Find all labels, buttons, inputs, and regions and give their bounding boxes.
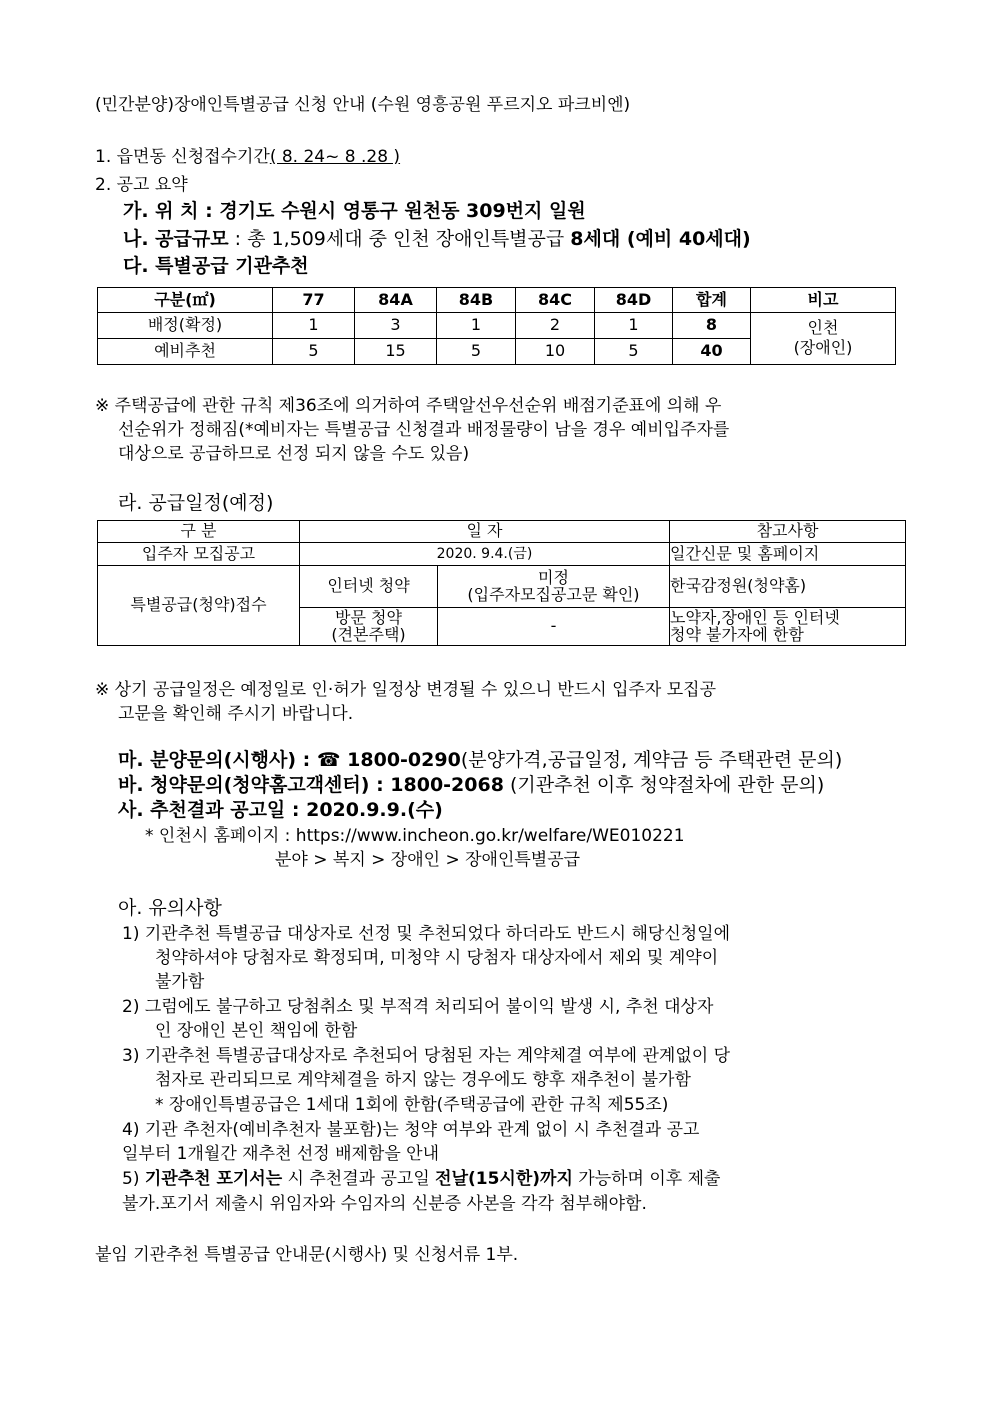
row-reference xyxy=(670,608,906,646)
header-category: 구 분 xyxy=(98,521,300,543)
row-date-line-1: 미정 xyxy=(538,567,569,587)
caution-3-line-1: 3) 기관추천 특별공급대상자로 추천되어 당첨된 자는 계약체결 여부에 관계없이 당 xyxy=(122,1046,731,1066)
remark-line-2: (장애인) xyxy=(793,338,853,357)
note-1-line-1: ※ 주택공급에 관한 규칙 제36조에 의거하여 주택알선우선순위 배점기준표에 의해 우 xyxy=(95,396,722,416)
subscription-inquiry-detail: (기관추천 이후 청약절차에 관한 문의) xyxy=(503,774,825,796)
subscription-inquiry-label: 바. 청약문의(청약홈고객센터) : xyxy=(118,774,391,796)
cell-value: 1 xyxy=(273,313,355,339)
caution-5-line-2: 불가.포기서 제출시 위임자와 수임자의 신분증 사본을 각각 첨부해야함. xyxy=(122,1194,647,1214)
row-sub-line-1: 방문 청약 xyxy=(335,607,402,627)
row-ref-line-2: 청약 불가자에 한함 xyxy=(670,624,804,644)
announcement-date-label: 사. 추천결과 공고일 : xyxy=(118,799,307,821)
header-category: 구분(㎡) xyxy=(98,288,273,313)
doc-title: (민간분양)장애인특별공급 신청 안내 (수원 영흥공원 푸르지오 파크비엔) xyxy=(95,95,631,115)
header-remark: 비고 xyxy=(751,288,896,313)
item-2: 2. 공고 요약 xyxy=(95,175,188,195)
caution-5-bold-2: 전날(15시한)까지 xyxy=(435,1169,573,1189)
header-total: 합계 xyxy=(673,288,751,313)
schedule-heading: 라. 공급일정(예정) xyxy=(118,492,274,514)
cell-value: 15 xyxy=(355,339,437,365)
cell-value: 1 xyxy=(437,313,516,339)
caution-5-bold-1: 기관추천 포기서는 xyxy=(144,1169,283,1189)
supply-scale-label: 나. 공급규모 xyxy=(123,228,229,250)
header-77: 77 xyxy=(273,288,355,313)
caution-5-text-1: 시 추천결과 공고일 xyxy=(282,1169,436,1189)
table-row xyxy=(98,543,906,566)
cell-value: 5 xyxy=(273,339,355,365)
row-date: - xyxy=(438,608,670,646)
row-reference: 한국감정원(청약홈) xyxy=(670,566,906,608)
caution-2-line-2: 인 장애인 본인 책임에 한함 xyxy=(155,1021,358,1041)
supply-scale-count: 8세대 (예비 40세대) xyxy=(570,228,751,250)
caution-2-line-1: 2) 그럼에도 불구하고 당첨취소 및 부적격 처리되어 불이익 발생 시, 추천 대상자 xyxy=(122,997,714,1017)
header-84c: 84C xyxy=(516,288,595,313)
caution-1-line-2: 청약하셔야 당첨자로 확정되며, 미청약 시 당첨자 대상자에서 제외 및 계약이 xyxy=(155,948,719,968)
row-subcategory: 인터넷 청약 xyxy=(300,566,438,608)
note-1-line-2: 선순위가 정해짐(*예비자는 특별공급 신청결과 배정물량이 남을 경우 예비입주자를 xyxy=(118,420,730,440)
sales-inquiry-phone: ☎ 1800-0290 xyxy=(316,749,461,771)
row-label: 배정(확정) xyxy=(98,313,273,339)
caution-3-line-2: 첨자로 관리되므로 계약체결을 하지 않는 경우에도 향후 재추천이 불가함 xyxy=(155,1070,691,1090)
item-1 xyxy=(95,147,400,167)
row-category: 입주자 모집공고 xyxy=(98,543,300,566)
supply-scale-text: : 총 1,509세대 중 인천 장애인특별공급 xyxy=(228,228,571,250)
row-date-line-2: (입주자모집공고문 확인) xyxy=(467,584,640,604)
header-84d: 84D xyxy=(595,288,673,313)
remark-line-1: 인천 xyxy=(807,318,839,338)
schedule-table xyxy=(97,520,906,646)
item-1-label: 1. 읍면동 신청접수기간 xyxy=(95,147,270,167)
cell-value: 5 xyxy=(595,339,673,365)
announcement-date xyxy=(118,799,443,822)
cell-remark xyxy=(751,313,896,365)
supply-table-header xyxy=(98,288,896,313)
row-category: 특별공급(청약)접수 xyxy=(98,566,300,646)
row-ref-line-1: 노약자,장애인 등 인터넷 xyxy=(670,607,840,627)
caution-5-line-1 xyxy=(122,1169,720,1189)
row-subcategory xyxy=(300,608,438,646)
caution-4-line-1: 4) 기관 추천자(예비추천자 불포함)는 청약 여부와 관계 없이 시 추천결과 공고 xyxy=(122,1120,700,1140)
caution-1-line-3: 불가함 xyxy=(155,972,205,992)
note-2-line-2: 고문을 확인해 주시기 바랍니다. xyxy=(118,704,354,724)
header-84b: 84B xyxy=(437,288,516,313)
caution-3-line-3: * 장애인특별공급은 1세대 1회에 한함(주택공급에 관한 규칙 제55조) xyxy=(155,1095,669,1115)
cell-total: 8 xyxy=(673,313,751,339)
announcement-date-value: 2020.9.9.(수) xyxy=(306,799,443,821)
schedule-header xyxy=(98,521,906,543)
website-link[interactable]: * 인천시 홈페이지 : https://www.incheon.go.kr/welfare/WE010221 xyxy=(145,826,685,846)
cell-value: 3 xyxy=(355,313,437,339)
cautions-heading: 아. 유의사항 xyxy=(118,897,222,919)
caution-1-line-1: 1) 기관추천 특별공급 대상자로 선정 및 추천되었다 하더라도 반드시 해당신청일에 xyxy=(122,924,731,944)
row-date xyxy=(438,566,670,608)
subscription-inquiry-phone: 1800-2068 xyxy=(390,774,504,796)
caution-5-text-2: 가능하며 이후 제출 xyxy=(572,1169,721,1189)
sales-inquiry-detail: (분양가격,공급일정, 계약금 등 주택관련 문의) xyxy=(460,749,843,771)
sales-inquiry xyxy=(118,749,842,772)
cell-value: 2 xyxy=(516,313,595,339)
attachment: 붙임 기관추천 특별공급 안내문(시행사) 및 신청서류 1부. xyxy=(95,1245,519,1265)
table-row xyxy=(98,313,896,339)
row-sub-line-2: (견본주택) xyxy=(331,624,406,644)
note-1-line-3: 대상으로 공급하므로 선정 되지 않을 수도 있음) xyxy=(118,444,470,464)
cell-total: 40 xyxy=(673,339,751,365)
item-1-period: ( 8. 24~ 8 .28 ) xyxy=(269,147,401,167)
supply-scale xyxy=(123,228,751,251)
row-label: 예비추천 xyxy=(98,339,273,365)
location: 가. 위 치 : 경기도 수원시 영통구 원천동 309번지 일원 xyxy=(123,200,586,222)
caution-4-line-2: 일부터 1개월간 재추천 선정 배제함을 안내 xyxy=(122,1144,440,1164)
cell-value: 1 xyxy=(595,313,673,339)
row-date: 2020. 9.4.(금) xyxy=(300,543,670,566)
caution-5-number: 5) xyxy=(122,1169,145,1189)
cell-value: 5 xyxy=(437,339,516,365)
sales-inquiry-label: 마. 분양문의(시행사) : xyxy=(118,749,317,771)
table-row xyxy=(98,566,906,608)
website-path: 분야 > 복지 > 장애인 > 장애인특별공급 xyxy=(275,850,581,870)
note-2-line-1: ※ 상기 공급일정은 예정일로 인·허가 일정상 변경될 수 있으니 반드시 입주자 모집공 xyxy=(95,680,717,700)
header-reference: 참고사항 xyxy=(670,521,906,543)
header-date: 일 자 xyxy=(300,521,670,543)
cell-value: 10 xyxy=(516,339,595,365)
supply-table xyxy=(97,287,896,365)
header-84a: 84A xyxy=(355,288,437,313)
row-reference: 일간신문 및 홈페이지 xyxy=(670,543,906,566)
subscription-inquiry xyxy=(118,774,824,797)
agency-recommendation-heading: 다. 특별공급 기관추천 xyxy=(123,255,309,277)
